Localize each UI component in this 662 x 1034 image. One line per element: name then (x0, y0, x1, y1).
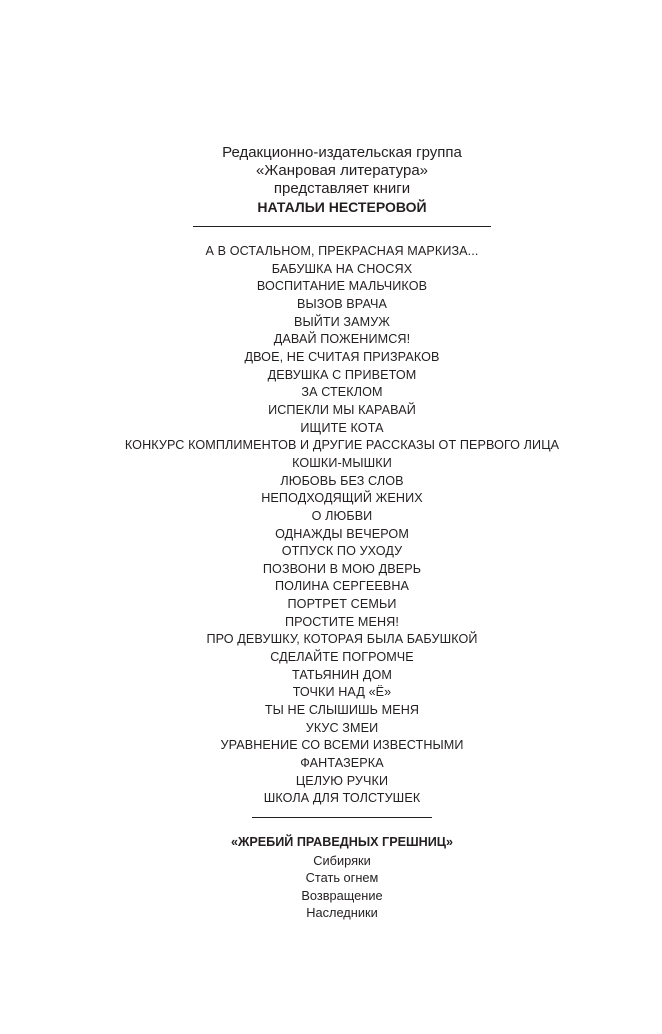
divider-top (193, 226, 491, 227)
series-book-title: Сибиряки (313, 852, 371, 868)
book-title: ДВОЕ, НЕ СЧИТАЯ ПРИЗРАКОВ (244, 349, 440, 364)
series-book-title: Наследники (306, 905, 378, 920)
divider-bottom (252, 817, 432, 818)
book-title: ЦЕЛУЮ РУЧКИ (295, 773, 389, 788)
book-title: ШКОЛА ДЛЯ ТОЛСТУШЕК (263, 791, 421, 806)
book-title: ПОРТРЕТ СЕМЬИ (287, 597, 397, 612)
book-title: ВЫЗОВ ВРАЧА (297, 296, 387, 311)
book-title: ТАТЬЯНИН ДОМ (292, 667, 392, 682)
book-title: ТОЧКИ НАД «Ё» (292, 685, 392, 700)
series-book-title: Возвращение (301, 887, 383, 903)
book-title: ОТПУСК ПО УХОДУ (281, 544, 403, 559)
book-title: ТЫ НЕ СЛЫШИШЬ МЕНЯ (264, 703, 420, 718)
book-title: ВОСПИТАНИЕ МАЛЬЧИКОВ (256, 279, 428, 294)
publisher-imprint: «Жанровая литература» (255, 162, 429, 179)
book-title: ОДНАЖДЫ ВЕЧЕРОМ (275, 526, 409, 541)
book-title: УРАВНЕНИЕ СО ВСЕМИ ИЗВЕСТНЫМИ (220, 738, 464, 753)
book-title: СДЕЛАЙТЕ ПОГРОМЧЕ (270, 650, 414, 665)
series-title: «ЖРЕБИЙ ПРАВЕДНЫХ ГРЕШНИЦ» (230, 835, 453, 849)
publisher-line: Редакционно-издательская группа (222, 144, 462, 161)
book-title: ПРО ДЕВУШКУ, КОТОРАЯ БЫЛА БАБУШКОЙ (206, 632, 478, 647)
author-name: НАТАЛЬИ НЕСТЕРОВОЙ (257, 199, 427, 215)
publisher-header (22, 144, 662, 216)
book-title: ВЫЙТИ ЗАМУЖ (293, 314, 391, 329)
book-title: УКУС ЗМЕИ (305, 720, 379, 735)
book-list (22, 243, 662, 808)
presents-line: представляет книги (273, 180, 411, 197)
book-title: КОШКИ-МЫШКИ (292, 455, 392, 470)
book-title: ДАВАЙ ПОЖЕНИМСЯ! (273, 332, 411, 347)
book-title: ФАНТАЗЕРКА (300, 756, 384, 771)
book-title: НЕПОДХОДЯЩИЙ ЖЕНИХ (261, 491, 423, 506)
book-title: ПОЛИНА СЕРГЕЕВНА (274, 579, 410, 594)
book-title: КОНКУРС КОМПЛИМЕНТОВ И ДРУГИЕ РАССКАЗЫ ОТ ПЕРВОГО ЛИЦА (124, 438, 560, 453)
book-title: ИСПЕКЛИ МЫ КАРАВАЙ (268, 402, 416, 417)
series-book-title: Стать огнем (305, 870, 379, 885)
book-title: ПРОСТИТЕ МЕНЯ! (285, 614, 399, 629)
series-block (22, 834, 662, 922)
book-title: БАБУШКА НА СНОСЯХ (271, 261, 413, 276)
book-title: О ЛЮБВИ (311, 508, 373, 523)
book-title: ИЩИТЕ КОТА (300, 420, 384, 435)
book-title: А В ОСТАЛЬНОМ, ПРЕКРАСНАЯ МАРКИЗА... (205, 244, 479, 258)
book-title: ЛЮБОВЬ БЕЗ СЛОВ (280, 473, 404, 488)
book-title: ПОЗВОНИ В МОЮ ДВЕРЬ (262, 561, 422, 576)
book-title: ДЕВУШКА С ПРИВЕТОМ (267, 367, 417, 382)
series-list (22, 852, 662, 922)
book-title: ЗА СТЕКЛОМ (301, 385, 383, 400)
